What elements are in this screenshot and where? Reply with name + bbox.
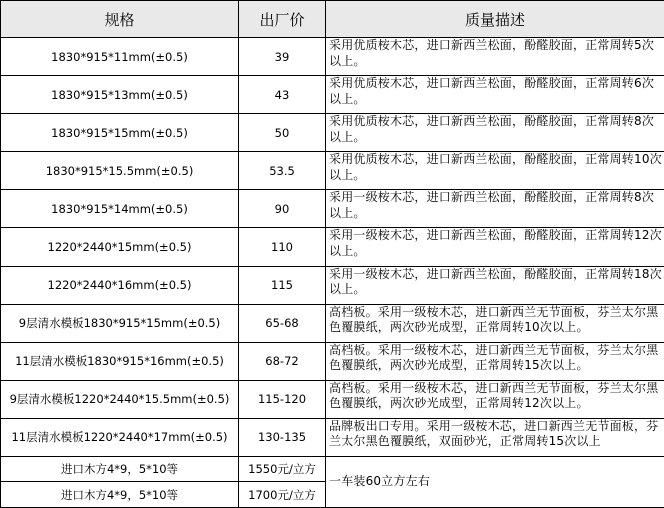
price-cell: 1700元/立方	[239, 482, 326, 508]
desc-cell: 采用优质桉木芯，进口新西兰松面，酚醛胶面，正常周转10次以上。	[326, 152, 664, 190]
table-row	[1, 304, 664, 342]
desc-cell-merged: 一车装60立方左右	[326, 457, 664, 508]
spec-cell: 1220*2440*16mm(±0.5)	[1, 266, 239, 304]
table-row	[1, 380, 664, 418]
desc-cell: 高档板。采用一级桉木芯，进口新西兰无节面板，芬兰太尔黑色覆膜纸，两次砂光成型，正常周转10次以上。	[326, 304, 664, 342]
spec-cell: 1830*915*15.5mm(±0.5)	[1, 152, 239, 190]
table-row	[1, 190, 664, 228]
desc-cell: 采用优质桉木芯，进口新西兰松面，酚醛胶面，正常周转8次以上。	[326, 114, 664, 152]
desc-cell: 采用优质桉木芯，进口新西兰松面，酚醛胶面，正常周转6次以上。	[326, 76, 664, 114]
spec-cell: 11层清水模板1830*915*16mm(±0.5)	[1, 342, 239, 380]
price-cell: 39	[239, 38, 326, 76]
spec-cell: 进口木方4*9，5*10等	[1, 482, 239, 508]
spec-cell: 进口木方4*9，5*10等	[1, 457, 239, 482]
header-spec: 规格	[1, 1, 239, 38]
price-cell: 1550元/立方	[239, 457, 326, 482]
price-cell: 115	[239, 266, 326, 304]
desc-cell: 品牌板出口专用。采用一级桉木芯，进口新西兰无节面板，芬兰太尔黑色覆膜纸，双面砂光，正常周转15次以上	[326, 418, 664, 456]
spec-cell: 1830*915*15mm(±0.5)	[1, 114, 239, 152]
price-cell: 65-68	[239, 304, 326, 342]
price-cell: 90	[239, 190, 326, 228]
table-row	[1, 38, 664, 76]
spec-cell: 1830*915*13mm(±0.5)	[1, 76, 239, 114]
table-row	[1, 266, 664, 304]
table-row	[1, 114, 664, 152]
price-cell: 50	[239, 114, 326, 152]
header-row	[1, 1, 664, 38]
desc-cell: 采用一级桉木芯，进口新西兰松面，酚醛胶面，正常周转18次以上。	[326, 266, 664, 304]
price-cell: 68-72	[239, 342, 326, 380]
table-row	[1, 152, 664, 190]
desc-cell: 采用一级桉木芯，进口新西兰松面，酚醛胶面，正常周转12次以上。	[326, 228, 664, 266]
desc-cell: 采用一级桉木芯，进口新西兰松面，酚醛胶面，正常周转8次以上。	[326, 190, 664, 228]
price-cell: 53.5	[239, 152, 326, 190]
price-cell: 130-135	[239, 418, 326, 456]
spec-cell: 1830*915*11mm(±0.5)	[1, 38, 239, 76]
table-row	[1, 418, 664, 456]
price-cell: 110	[239, 228, 326, 266]
spec-cell: 11层清水模板1220*2440*17mm(±0.5)	[1, 418, 239, 456]
table-row	[1, 342, 664, 380]
spec-cell: 9层清水模板1220*2440*15.5mm(±0.5)	[1, 380, 239, 418]
desc-cell: 高档板。采用一级桉木芯，进口新西兰无节面板，芬兰太尔黑色覆膜纸，两次砂光成型，正常周转15次以上。	[326, 342, 664, 380]
header-price: 出厂价	[239, 1, 326, 38]
desc-cell: 高档板。采用一级桉木芯，进口新西兰无节面板，芬兰太尔黑色覆膜纸，两次砂光成型，正常周转12次以上。	[326, 380, 664, 418]
spec-cell: 1830*915*14mm(±0.5)	[1, 190, 239, 228]
table-row	[1, 228, 664, 266]
table-row	[1, 76, 664, 114]
table-row	[1, 457, 664, 482]
price-cell: 115-120	[239, 380, 326, 418]
spec-cell: 9层清水模板1830*915*15mm(±0.5)	[1, 304, 239, 342]
spec-cell: 1220*2440*15mm(±0.5)	[1, 228, 239, 266]
header-desc: 质量描述	[326, 1, 664, 38]
price-cell: 43	[239, 76, 326, 114]
desc-cell: 采用优质桉木芯，进口新西兰松面，酚醛胶面，正常周转5次以上。	[326, 38, 664, 76]
